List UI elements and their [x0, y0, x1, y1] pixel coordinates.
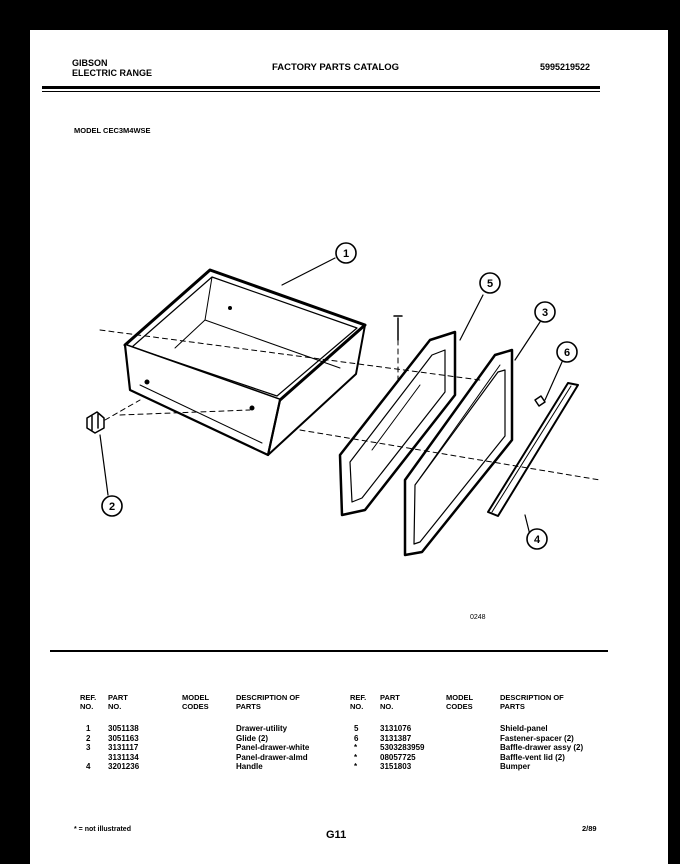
callout-1: 1 — [342, 248, 350, 260]
hdr-part-no-left: PART NO. — [108, 693, 128, 711]
figure-code: 0248 — [470, 614, 486, 621]
catalog-title: FACTORY PARTS CATALOG — [272, 62, 400, 73]
left-ref-column: 1 2 3 4 — [86, 724, 91, 771]
callout-6: 6 — [563, 347, 571, 359]
callout-4: 4 — [533, 534, 541, 546]
hdr-model-codes-right: MODEL CODES — [446, 693, 473, 711]
table-top-rule — [50, 650, 608, 652]
model-line: MODEL CEC3M4WSE — [74, 126, 151, 135]
brand-line-1: GIBSON — [72, 58, 108, 68]
page-code: G11 — [326, 829, 347, 841]
screw-drawing — [394, 316, 402, 340]
fastener-spacer-drawing — [535, 396, 545, 406]
callout-2: 2 — [108, 501, 116, 513]
right-part-column: 3131076 3131387 5303283959 08057725 3151803 — [380, 724, 425, 771]
callout-5: 5 — [486, 278, 494, 290]
brand-line-2: ELECTRIC RANGE — [72, 68, 153, 78]
right-description-column: Shield-panel Fastener-spacer (2) Baffle-drawer assy (2) Baffle-vent lid (2) Bumper — [500, 724, 584, 771]
catalog-number: 5995219522 — [540, 62, 591, 72]
footer-note: * = not illustrated — [74, 826, 131, 833]
callout-3: 3 — [541, 307, 549, 319]
hdr-ref-no-left: REF. NO. — [80, 693, 97, 711]
glide-drawing — [87, 412, 104, 433]
right-ref-column: 5 6 * * * — [354, 724, 359, 771]
left-description-column: Drawer-utility Glide (2) Panel-drawer-white Panel-drawer-almd Handle — [236, 724, 310, 771]
hdr-part-no-right: PART NO. — [380, 693, 400, 711]
hdr-description-right: DESCRIPTION OF PARTS — [500, 693, 564, 711]
hdr-description-left: DESCRIPTION OF PARTS — [236, 693, 300, 711]
drawer-utility-drawing — [125, 270, 365, 455]
hdr-ref-no-right: REF. NO. — [350, 693, 367, 711]
date-code: 2/89 — [582, 824, 597, 833]
left-part-column: 3051138 3051163 3131117 3131134 3201236 — [108, 724, 140, 771]
hdr-model-codes-left: MODEL CODES — [182, 693, 209, 711]
